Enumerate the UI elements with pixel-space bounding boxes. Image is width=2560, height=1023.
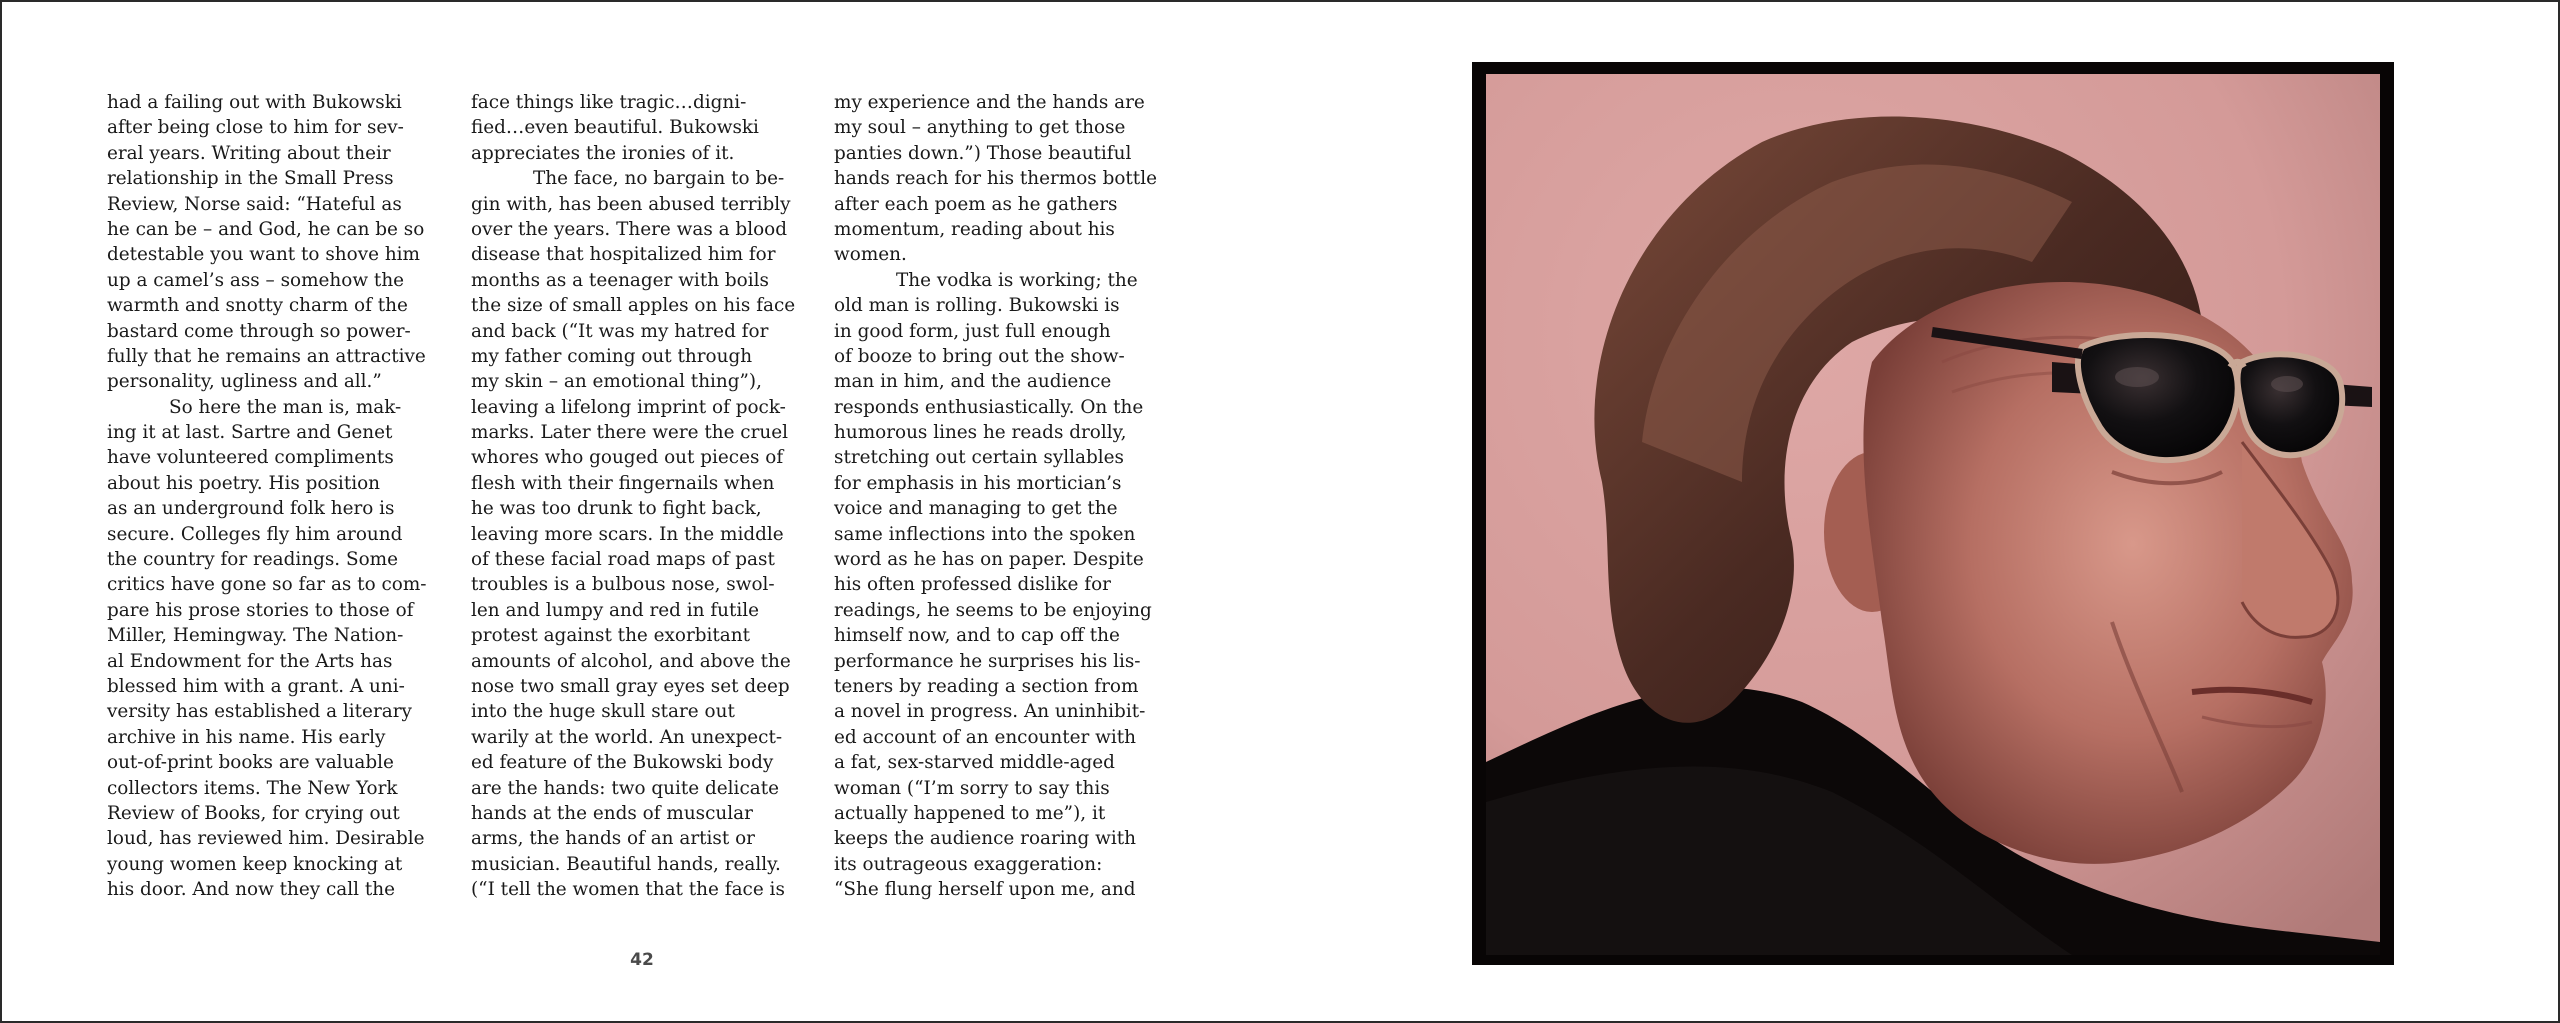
text-line: (“I tell the women that the face is: [471, 879, 785, 901]
text-column-2: [471, 90, 831, 903]
text-line: leaving a lifelong imprint of pock-: [471, 396, 786, 418]
text-line: pare his prose stories to those of: [107, 599, 414, 621]
text-line: had a failing out with Bukowski: [107, 92, 402, 113]
text-line: as an underground folk hero is: [107, 498, 395, 520]
text-line: protest against the exorbitant: [471, 625, 751, 647]
text-line: are the hands: two quite delicate: [471, 777, 779, 799]
text-line: The vodka is working; the: [896, 269, 1138, 291]
text-line: leaving more scars. In the middle: [471, 523, 784, 545]
text-line: warmth and snotty charm of the: [107, 295, 408, 317]
text-line: stretching out certain syllables: [834, 447, 1124, 469]
text-line: warily at the world. An unexpect-: [471, 726, 783, 748]
text-line: ed feature of the Bukowski body: [471, 752, 774, 774]
text-line: word as he has on paper. Despite: [834, 549, 1144, 571]
text-line: teners by reading a section from: [834, 675, 1139, 697]
text-line: for emphasis in his mortician’s: [834, 472, 1122, 494]
portrait-image: [1472, 62, 2394, 965]
text-line: responds enthusiastically. On the: [834, 396, 1144, 418]
text-line: into the huge skull stare out: [471, 701, 735, 723]
text-line: voice and managing to get the: [834, 498, 1118, 520]
portrait-photo: [1472, 62, 2394, 965]
text-line: my soul – anything to get those: [834, 117, 1126, 139]
text-line: collectors items. The New York: [107, 777, 398, 799]
text-line: al Endowment for the Arts has: [107, 650, 393, 672]
text-line: the country for readings. Some: [107, 549, 398, 571]
text-line: disease that hospitalized him for: [471, 244, 776, 266]
left-page: [2, 2, 1282, 1021]
text-line: my experience and the hands are: [834, 92, 1145, 113]
text-line: he can be – and God, he can be so: [107, 218, 425, 240]
text-line: nose two small gray eyes set deep: [471, 675, 790, 697]
text-line: young women keep knocking at: [107, 853, 403, 875]
text-line: my father coming out through: [471, 345, 753, 367]
text-line: hands reach for his thermos bottle: [834, 168, 1157, 190]
text-line: eral years. Writing about their: [107, 142, 391, 164]
text-line: secure. Colleges fly him around: [107, 523, 403, 545]
text-line: same inflections into the spoken: [834, 523, 1136, 545]
text-line: performance he surprises his lis-: [834, 650, 1141, 672]
text-line: a novel in progress. An uninhibit-: [834, 701, 1146, 723]
text-line: loud, has reviewed him. Desirable: [107, 828, 425, 850]
text-line: himself now, and to cap off the: [834, 625, 1120, 647]
text-line: archive in his name. His early: [107, 726, 386, 748]
text-line: months as a teenager with boils: [471, 269, 769, 291]
text-line: old man is rolling. Bukowski is: [834, 295, 1120, 317]
text-line: up a camel’s ass – somehow the: [107, 269, 405, 291]
text-line: gin with, has been abused terribly: [471, 193, 791, 215]
text-line: and back (“It was my hatred for: [471, 320, 769, 342]
text-line: out-of-print books are valuable: [107, 752, 394, 774]
text-line: detestable you want to shove him: [107, 244, 420, 266]
text-line: ing it at last. Sartre and Genet: [107, 422, 393, 444]
text-line: my skin – an emotional thing”),: [471, 371, 762, 393]
text-line: flesh with their fingernails when: [471, 472, 775, 494]
text-line: of these facial road maps of past: [471, 549, 775, 571]
text-line: arms, the hands of an artist or: [471, 828, 755, 850]
text-line: after being close to him for sev-: [107, 117, 404, 139]
text-line: face things like tragic…digni-: [471, 92, 747, 113]
text-line: len and lumpy and red in futile: [471, 599, 760, 621]
text-line: keeps the audience roaring with: [834, 828, 1136, 850]
text-column-3: [834, 90, 1194, 903]
text-line: marks. Later there were the cruel: [471, 422, 789, 444]
page-number: 42: [630, 950, 654, 970]
text-line: Review, Norse said: “Hateful as: [107, 193, 402, 215]
text-line: blessed him with a grant. A uni-: [107, 675, 405, 697]
text-line: momentum, reading about his: [834, 218, 1115, 240]
text-line: appreciates the ironies of it.: [471, 142, 735, 164]
text-line: fied…even beautiful. Bukowski: [471, 117, 759, 139]
text-line: woman (“I’m sorry to say this: [834, 777, 1110, 799]
text-line: So here the man is, mak-: [169, 396, 402, 418]
text-line: have volunteered compliments: [107, 447, 394, 469]
text-line: over the years. There was a blood: [471, 218, 787, 240]
text-line: about his poetry. His position: [107, 472, 381, 494]
text-line: The face, no bargain to be-: [533, 168, 785, 190]
text-line: a fat, sex-starved middle-aged: [834, 752, 1115, 774]
text-line: he was too drunk to fight back,: [471, 498, 762, 520]
text-line: “She flung herself upon me, and: [834, 879, 1136, 901]
text-column-1: [107, 90, 467, 903]
text-line: critics have gone so far as to com-: [107, 574, 427, 596]
text-line: humorous lines he reads drolly,: [834, 422, 1127, 444]
text-line: personality, ugliness and all.”: [107, 371, 382, 393]
text-line: troubles is a bulbous nose, swol-: [471, 574, 775, 596]
text-line: fully that he remains an attractive: [107, 345, 426, 367]
right-page: [1282, 2, 2558, 1021]
text-line: readings, he seems to be enjoying: [834, 599, 1152, 621]
text-line: its outrageous exaggeration:: [834, 853, 1103, 875]
text-line: actually happened to me”), it: [834, 802, 1106, 824]
text-line: versity has established a literary: [107, 701, 412, 723]
text-line: panties down.”) Those beautiful: [834, 142, 1132, 164]
text-line: in good form, just full enough: [834, 320, 1111, 342]
text-line: of booze to bring out the show-: [834, 345, 1125, 367]
text-line: his door. And now they call the: [107, 879, 395, 901]
text-line: hands at the ends of muscular: [471, 802, 753, 824]
text-line: Miller, Hemingway. The Nation-: [107, 625, 404, 647]
text-line: man in him, and the audience: [834, 371, 1112, 393]
text-line: his often professed dislike for: [834, 574, 1111, 596]
text-line: amounts of alcohol, and above the: [471, 650, 791, 672]
text-line: whores who gouged out pieces of: [471, 447, 784, 469]
text-line: after each poem as he gathers: [834, 193, 1118, 215]
text-line: the size of small apples on his face: [471, 295, 796, 317]
text-line: Review of Books, for crying out: [107, 802, 400, 824]
text-line: musician. Beautiful hands, really.: [471, 853, 781, 875]
text-line: relationship in the Small Press: [107, 168, 394, 190]
text-line: ed account of an encounter with: [834, 726, 1136, 748]
text-line: bastard come through so power-: [107, 320, 411, 342]
text-line: women.: [834, 244, 907, 266]
